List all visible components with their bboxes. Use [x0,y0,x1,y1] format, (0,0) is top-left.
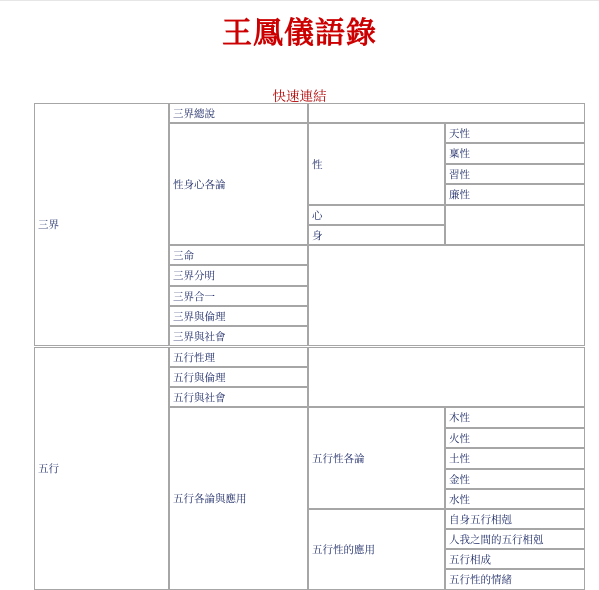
link-wuxing-lunli[interactable]: 五行與倫理 [169,367,308,387]
link-huoxing[interactable]: 火性 [445,428,585,448]
empty-cell [308,103,585,123]
empty-cell [308,347,585,407]
link-wuxing-xingli[interactable]: 五行性理 [169,347,308,367]
link-wuxingxing-yingyong[interactable]: 五行性的應用 [308,509,445,590]
link-wuxing-gelun-yingyong[interactable]: 五行各論與應用 [169,407,308,590]
link-muxing[interactable]: 木性 [445,407,585,428]
link-sanjie-lunli[interactable]: 三界與倫理 [169,306,308,326]
link-wuxingxing-gelun[interactable]: 五行性各論 [308,407,445,509]
link-xing[interactable]: 性 [308,123,445,205]
empty-cell [445,205,585,245]
link-wuxing-xiangcheng[interactable]: 五行相成 [445,549,585,569]
link-bingxing[interactable]: 稟性 [445,143,585,164]
page-title: 王鳳儀語錄 [222,16,377,51]
link-sanjie[interactable]: 三界 [34,103,169,346]
link-zishen-xiangke[interactable]: 自身五行相剋 [445,509,585,529]
link-sanming[interactable]: 三命 [169,245,308,265]
link-shen[interactable]: 身 [308,225,445,245]
link-sanjie-fenli[interactable]: 三界分明 [169,265,308,286]
link-renwo-xiangke[interactable]: 人我之間的五行相剋 [445,529,585,549]
link-tuxing[interactable]: 土性 [445,448,585,469]
link-wuxing[interactable]: 五行 [34,347,169,590]
link-xin[interactable]: 心 [308,205,445,225]
link-sanjie-heyi[interactable]: 三界合一 [169,286,308,306]
link-shuixing[interactable]: 水性 [445,489,585,509]
link-tianxing[interactable]: 天性 [445,123,585,143]
quick-links-heading: 快速連結 [272,89,327,105]
link-wuxingxing-qingxu[interactable]: 五行性的情緒 [445,569,585,590]
link-xixing[interactable]: 習性 [445,164,585,184]
empty-cell [308,245,585,346]
link-lianxing[interactable]: 廉性 [445,184,585,205]
link-xing-shen-xin-gelun[interactable]: 性身心各論 [169,123,308,245]
link-sanjie-zongshuo[interactable]: 三界總說 [169,103,308,123]
link-wuxing-shehui[interactable]: 五行與社會 [169,387,308,407]
link-sanjie-shehui[interactable]: 三界與社會 [169,326,308,346]
link-jinxing[interactable]: 金性 [445,469,585,489]
top-divider [0,0,599,1]
